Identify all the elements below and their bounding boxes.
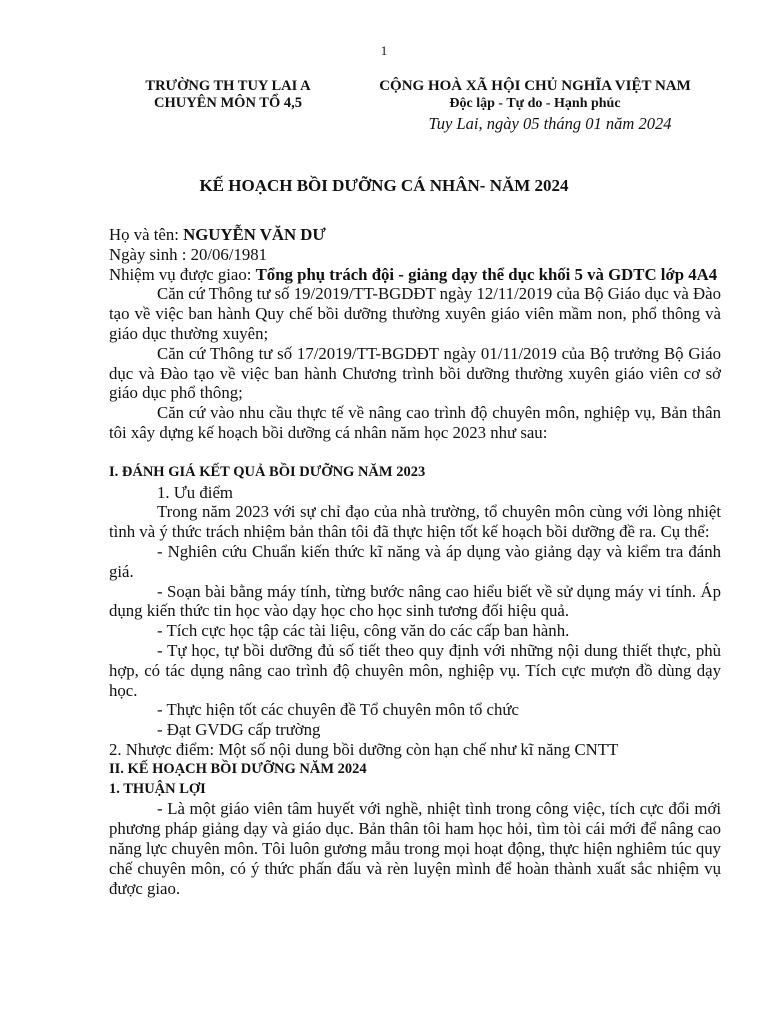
list-item: - Tự học, tự bồi dưỡng đủ số tiết theo quy định với những nội dung thiết thực, phù hợp, có tác dụng nâng cao trình độ chuyên môn, nghiệp vụ. Tích cực mượn đồ dùng dạy học. xyxy=(109,640,721,700)
body-paragraph: Trong năm 2023 với sự chỉ đạo của nhà trường, tổ chuyên môn cùng với lòng nhiệt tình và ý thức trách nhiệm bản thân tôi đã thực hiện tốt kế hoạch bồi dưỡng đề ra. Cụ thể: xyxy=(109,502,721,542)
body-paragraph: - Là một giáo viên tâm huyết với nghề, nhiệt tình trong công việc, tích cực đổi mới phương pháp giảng dạy và giáo dục. Bản thân tôi ham học hỏi, tìm tòi cái mới để nâng cao năng lực chuyên môn. Tôi luôn gương mẫu trong mọi hoạt động, thực hiện nghiêm túc quy chế chuyên môn, có ý thức phấn đấu và rèn luyện mình để hoàn thành xuất sắc nhiệm vụ được giao. xyxy=(109,799,721,898)
list-item: - Tích cực học tập các tài liệu, công văn do các cấp ban hành. xyxy=(157,621,570,641)
name-label: Họ và tên: xyxy=(109,225,184,244)
national-header xyxy=(350,78,720,112)
subsection-heading: 1. THUẬN LỢI xyxy=(109,780,206,797)
nation-title: CỘNG HOÀ XÃ HỘI CHỦ NGHĨA VIỆT NAM xyxy=(379,78,691,94)
subsection-heading: 1. Ưu điểm xyxy=(157,482,233,502)
national-motto: Độc lập - Tự do - Hạnh phúc xyxy=(449,96,621,111)
date-line: Tuy Lai, ngày 05 tháng 01 năm 2024 xyxy=(428,114,672,133)
person-name: NGUYỄN VĂN DƯ xyxy=(183,225,326,244)
preamble-paragraph: Căn cứ vào nhu cầu thực tế về nâng cao trình độ chuyên môn, nghiệp vụ, Bản thân tôi xây dựng kế hoạch bồi dưỡng cá nhân năm học 2023 như sau: xyxy=(109,403,721,442)
section-heading: I. ĐÁNH GIÁ KẾT QUẢ BỒI DƯỠNG NĂM 2023 xyxy=(109,463,426,480)
duty-line xyxy=(109,265,721,285)
name-line xyxy=(109,225,721,245)
list-item: - Soạn bài bằng máy tính, từng bước nâng cao hiểu biết về sử dụng máy vi tính. Áp dụng kiến thức tin học vào dạy học cho học sinh tương đối hiệu quả. xyxy=(109,581,721,621)
department-name: CHUYÊN MÔN TỔ 4,5 xyxy=(154,95,302,111)
school-name: TRƯỜNG TH TUY LAI A xyxy=(145,78,311,94)
duty-value: Tổng phụ trách đội - giảng dạy thể dục khối 5 và GDTC lớp 4A4 xyxy=(255,264,718,284)
list-item: - Thực hiện tốt các chuyên đề Tổ chuyên môn tổ chức xyxy=(157,700,519,720)
list-item: - Đạt GVDG cấp trường xyxy=(157,720,321,740)
list-item: - Nghiên cứu Chuẩn kiến thức kĩ năng và áp dụng vào giảng dạy và kiểm tra đánh giá. xyxy=(109,541,721,581)
preamble-paragraph: Căn cứ Thông tư số 19/2019/TT-BGDĐT ngày 12/11/2019 của Bộ Giáo dục và Đào tạo về việc ban hành Quy chế bồi dưỡng thường xuyên giáo viên mầm non, phổ thông và giáo dục thường xuyên; xyxy=(109,284,721,343)
dob-line: Ngày sinh : 20/06/1981 xyxy=(109,244,268,264)
subsection-heading: 2. Nhược điểm: Một số nội dung bồi dưỡng còn hạn chế như kĩ năng CNTT xyxy=(109,739,619,759)
section-heading: II. KẾ HOẠCH BỒI DƯỠNG NĂM 2024 xyxy=(109,760,367,777)
page-number: 1 xyxy=(380,43,388,58)
document-title: KẾ HOẠCH BỒI DƯỠNG CÁ NHÂN- NĂM 2024 xyxy=(199,176,569,195)
duty-label: Nhiệm vụ được giao: xyxy=(109,264,256,284)
document-body xyxy=(109,225,721,898)
preamble-paragraph: Căn cứ Thông tư số 17/2019/TT-BGDĐT ngày 01/11/2019 của Bộ trưởng Bộ Giáo dục và Đào tạo về việc ban hành Chương trình bồi dưỡng thường xuyên giáo viên cơ sở giáo dục phổ thông; xyxy=(109,343,721,403)
school-header xyxy=(118,78,338,112)
